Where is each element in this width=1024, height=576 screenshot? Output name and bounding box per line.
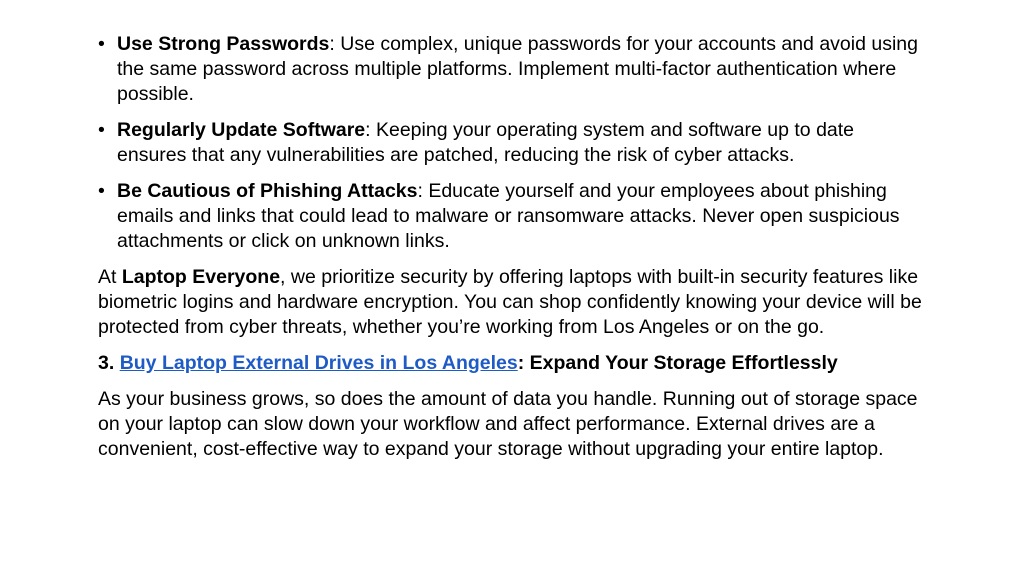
storage-paragraph: As your business grows, so does the amount of data you handle. Running out of storage space on your laptop can slow down your workflow and affect performance. External drives are a convenient, cost-effective way to expand your storage without upgrading your entire laptop. [98, 388, 918, 460]
tip-title: Use Strong Passwords [117, 33, 330, 55]
paragraph-prefix: At [98, 266, 122, 288]
external-drives-link[interactable]: Buy Laptop External Drives in Los Angeles [119, 352, 518, 374]
brand-name: Laptop Everyone [121, 266, 281, 288]
section-heading-rest: : Expand Your Storage Effortlessly [517, 352, 838, 374]
paragraph-text: , we prioritize security by offering laptops with built-in security features like biometric logins and hardware encryption. You can shop confidently knowing your device will be protected from cyber threats, whether you’re working from Los Angeles or on the go. [98, 266, 922, 338]
list-item [98, 118, 928, 168]
list-item [98, 179, 928, 254]
slide-content [98, 32, 928, 473]
list-item [98, 32, 928, 107]
tip-text: : Keeping your operating system and software up to date ensures that any vulnerabilities are patched, reducing the risk of cyber attacks. [117, 119, 855, 166]
section-number: 3. [98, 352, 120, 374]
bullet-icon: • [98, 33, 105, 55]
security-tips-list [98, 32, 928, 254]
security-paragraph [98, 265, 928, 340]
tip-text: : Educate yourself and your employees about phishing emails and links that could lead to malware or ransomware attacks. Never open suspicious attachments or click on unknown links. [117, 180, 900, 252]
tip-title: Be Cautious of Phishing Attacks [117, 180, 418, 202]
bullet-icon: • [98, 119, 105, 141]
bullet-icon: • [98, 180, 105, 202]
section-heading [98, 351, 928, 376]
tip-text: : Use complex, unique passwords for your accounts and avoid using the same password across multiple platforms. Implement multi-factor authentication where possible. [117, 33, 918, 105]
tip-title: Regularly Update Software [117, 119, 366, 141]
